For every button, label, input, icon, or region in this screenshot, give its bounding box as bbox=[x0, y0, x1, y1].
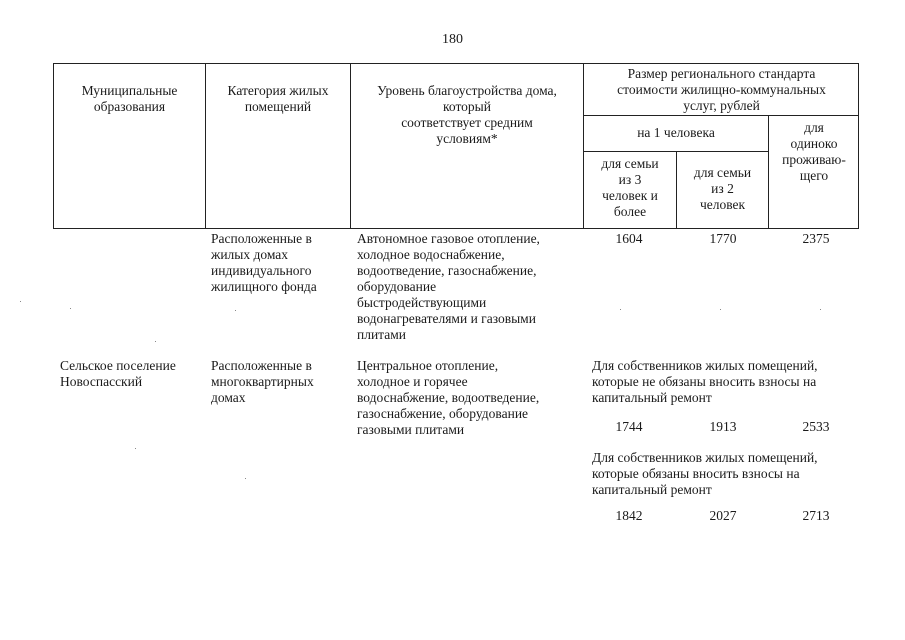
row2-category: Расположенные в многоквартирных домах bbox=[211, 358, 314, 405]
scan-speck bbox=[20, 301, 21, 302]
scan-speck bbox=[235, 310, 236, 311]
scan-speck bbox=[155, 341, 156, 342]
header-family2: для семьи из 2 человек bbox=[693, 165, 752, 212]
header-family3: для семьи из 3 человек и более bbox=[601, 156, 659, 219]
header-single: для одиноко проживаю- щего bbox=[782, 120, 846, 183]
table-header bbox=[53, 63, 859, 229]
row2-value1-family3: 1744 bbox=[615, 419, 643, 434]
row2-level: Центральное отопление, холодное и горячее водоснабжение, водоотведение, газоснабжение, оборудование газовыми плитами bbox=[357, 358, 540, 437]
scan-speck bbox=[720, 309, 721, 310]
row1-category: Расположенные в жилых домах индивидуального жилищного фонда bbox=[211, 231, 317, 294]
scan-speck bbox=[135, 448, 136, 449]
header-category: Категория жилых помещений bbox=[227, 83, 329, 114]
row1-value-family2: 1770 bbox=[709, 231, 737, 246]
scan-speck bbox=[620, 309, 621, 310]
row2-note-no-fee: Для собственников жилых помещений, которые не обязаны вносить взносы на капитальный ремонт bbox=[592, 358, 818, 405]
header-per-person: на 1 человека bbox=[637, 125, 715, 140]
header-level: Уровень благоустройства дома, который соответствует средним условиям* bbox=[377, 83, 557, 146]
scan-speck bbox=[245, 478, 246, 479]
scan-speck bbox=[70, 308, 71, 309]
row1-value-family3: 1604 bbox=[615, 231, 643, 246]
row2-value1-family2: 1913 bbox=[709, 419, 737, 434]
row2-municipality: Сельское поселение Новоспасский bbox=[60, 358, 176, 389]
row2-value2-single: 2713 bbox=[802, 508, 830, 523]
scan-speck bbox=[820, 309, 821, 310]
row2-value2-family3: 1842 bbox=[615, 508, 643, 523]
page-number: 180 bbox=[442, 32, 463, 47]
row-divider bbox=[583, 151, 769, 152]
row2-note-with-fee: Для собственников жилых помещений, которые обязаны вносить взносы на капитальный ремонт bbox=[592, 450, 818, 497]
header-standard: Размер регионального стандарта стоимости жилищно-коммунальных услуг, рублей bbox=[617, 66, 826, 113]
row2-value2-family2: 2027 bbox=[709, 508, 737, 523]
row-divider bbox=[583, 115, 859, 116]
row2-value1-single: 2533 bbox=[802, 419, 830, 434]
row1-level: Автономное газовое отопление, холодное водоснабжение, водоотведение, газоснабжение, оборудование быстродействующими водонагревателями и газовыми плитами bbox=[357, 231, 540, 342]
row1-value-single: 2375 bbox=[802, 231, 830, 246]
header-municipality: Муниципальные образования bbox=[81, 83, 178, 114]
